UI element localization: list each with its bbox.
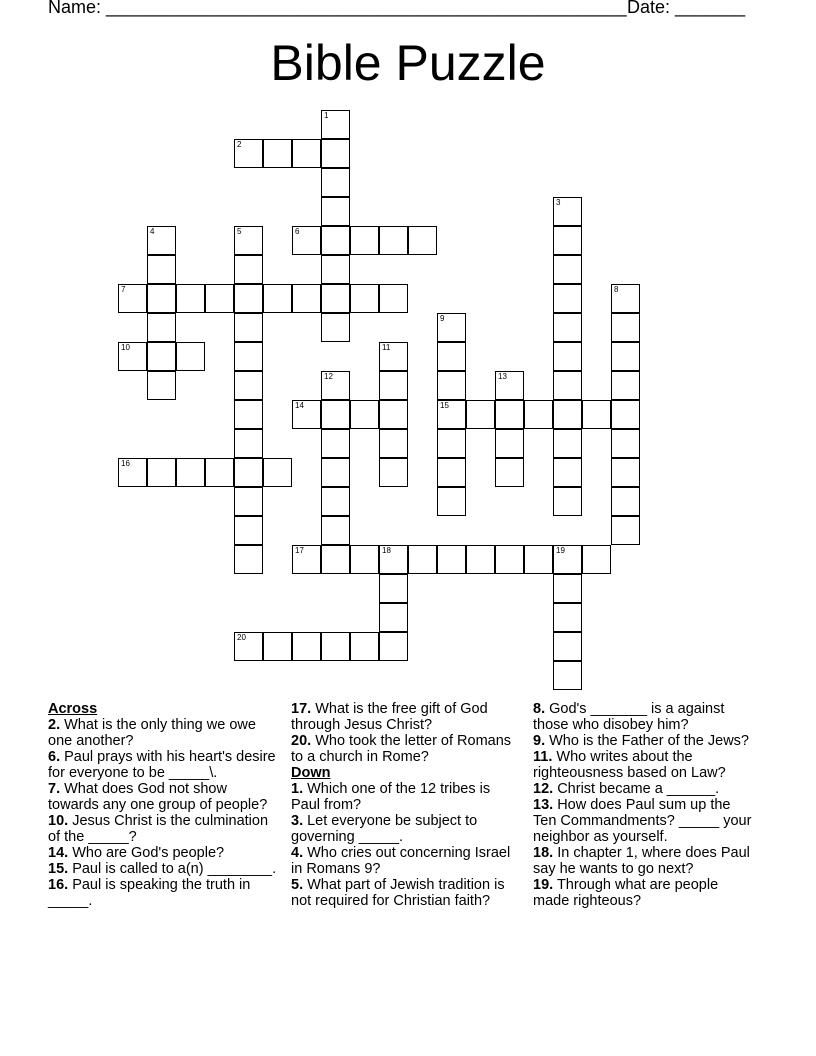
- clue-number: 2: [237, 140, 242, 149]
- clue-number: 3: [556, 198, 561, 207]
- grid-cell[interactable]: [234, 400, 263, 429]
- clue-number: 18: [382, 546, 391, 555]
- across-heading: Across: [48, 701, 98, 717]
- grid-cell[interactable]: [553, 574, 582, 603]
- grid-cell[interactable]: [553, 255, 582, 284]
- grid-cell[interactable]: [437, 545, 466, 574]
- grid-cell[interactable]: [379, 632, 408, 661]
- grid-cell[interactable]: [176, 284, 205, 313]
- grid-cell[interactable]: [263, 139, 292, 168]
- grid-cell[interactable]: [611, 458, 640, 487]
- grid-cell[interactable]: [553, 661, 582, 690]
- grid-cell[interactable]: [234, 284, 263, 313]
- clue-number: 4: [150, 227, 155, 236]
- grid-cell[interactable]: [350, 226, 379, 255]
- clue-number: 11: [382, 343, 391, 352]
- grid-cell[interactable]: [321, 197, 350, 226]
- grid-cell[interactable]: [263, 284, 292, 313]
- clue-number: 6: [295, 227, 300, 236]
- down-clue-18: 18. In chapter 1, where does Paul say he wants to go next?: [533, 845, 750, 877]
- clue-number: 8: [614, 285, 619, 294]
- grid-cell[interactable]: [234, 458, 263, 487]
- grid-cell[interactable]: [321, 487, 350, 516]
- grid-cell[interactable]: [147, 284, 176, 313]
- grid-cell[interactable]: [553, 371, 582, 400]
- grid-cell[interactable]: [321, 632, 350, 661]
- grid-cell[interactable]: [408, 226, 437, 255]
- grid-cell[interactable]: [553, 632, 582, 661]
- grid-cell[interactable]: [379, 429, 408, 458]
- grid-cell[interactable]: [147, 226, 176, 255]
- grid-cell[interactable]: [495, 371, 524, 400]
- grid-cell[interactable]: [321, 371, 350, 400]
- grid-cell[interactable]: [611, 516, 640, 545]
- grid-cell[interactable]: [234, 139, 263, 168]
- grid-cell[interactable]: [234, 255, 263, 284]
- grid-cell[interactable]: [379, 342, 408, 371]
- grid-cell[interactable]: [321, 400, 350, 429]
- grid-cell[interactable]: [553, 487, 582, 516]
- grid-cell[interactable]: [379, 284, 408, 313]
- grid-cell[interactable]: [495, 429, 524, 458]
- grid-cell[interactable]: [350, 284, 379, 313]
- grid-cell[interactable]: [582, 545, 611, 574]
- grid-cell[interactable]: [553, 429, 582, 458]
- grid-cell[interactable]: [118, 342, 147, 371]
- clue-number: 5: [237, 227, 242, 236]
- grid-cell[interactable]: [611, 284, 640, 313]
- grid-cell[interactable]: [234, 371, 263, 400]
- grid-cell[interactable]: [292, 284, 321, 313]
- grid-cell[interactable]: [466, 545, 495, 574]
- across-clue-15: 15. Paul is called to a(n) ________.: [48, 861, 277, 877]
- grid-cell[interactable]: [321, 255, 350, 284]
- across-clue-17: 17. What is the free gift of God through Jesus Christ?: [291, 701, 488, 733]
- across-clue-10: 10. Jesus Christ is the culmination of the _____?: [48, 813, 269, 845]
- across-clue-20: 20. Who took the letter of Romans to a church in Rome?: [291, 733, 512, 765]
- grid-cell[interactable]: [147, 255, 176, 284]
- grid-cell[interactable]: [553, 400, 582, 429]
- grid-cell[interactable]: [321, 545, 350, 574]
- grid-cell[interactable]: [495, 400, 524, 429]
- grid-cell[interactable]: [437, 342, 466, 371]
- grid-cell[interactable]: [292, 545, 321, 574]
- grid-cell[interactable]: [176, 458, 205, 487]
- clue-number: 13: [498, 372, 507, 381]
- clue-number: 1: [324, 111, 329, 120]
- clue-number: 10: [121, 343, 130, 352]
- grid-cell[interactable]: [292, 226, 321, 255]
- grid-cell[interactable]: [553, 545, 582, 574]
- grid-cell[interactable]: [234, 487, 263, 516]
- clues-column-3: [533, 701, 755, 909]
- down-clue-13: 13. How does Paul sum up the Ten Commandments? _____ your neighbor as yourself.: [533, 797, 752, 845]
- clue-number: 9: [440, 314, 445, 323]
- grid-cell[interactable]: [553, 603, 582, 632]
- grid-cell[interactable]: [292, 400, 321, 429]
- down-clue-9: 9. Who is the Father of the Jews?: [533, 733, 749, 749]
- down-clue-11: 11. Who writes about the righteousness based on Law?: [533, 749, 726, 781]
- down-clue-12: 12. Christ became a ______.: [533, 781, 720, 797]
- across-clue-16: 16. Paul is speaking the truth in _____.: [48, 877, 251, 909]
- grid-cell[interactable]: [379, 603, 408, 632]
- grid-cell[interactable]: [379, 574, 408, 603]
- grid-cell[interactable]: [321, 110, 350, 139]
- grid-cell[interactable]: [437, 458, 466, 487]
- grid-cell[interactable]: [321, 168, 350, 197]
- grid-cell[interactable]: [234, 342, 263, 371]
- down-clue-3: 3. Let everyone be subject to governing _____.: [291, 813, 478, 845]
- grid-cell[interactable]: [611, 313, 640, 342]
- grid-cell[interactable]: [321, 226, 350, 255]
- clue-number: 20: [237, 633, 246, 642]
- grid-cell[interactable]: [437, 371, 466, 400]
- clue-number: 15: [440, 401, 449, 410]
- grid-cell[interactable]: [437, 400, 466, 429]
- grid-cell[interactable]: [524, 545, 553, 574]
- grid-cell[interactable]: [147, 371, 176, 400]
- date-field[interactable]: Date: _______: [627, 0, 746, 17]
- clue-number: 12: [324, 372, 333, 381]
- grid-cell[interactable]: [611, 371, 640, 400]
- grid-cell[interactable]: [118, 284, 147, 313]
- clue-number: 17: [295, 546, 304, 555]
- grid-cell[interactable]: [321, 429, 350, 458]
- clue-number: 14: [295, 401, 304, 410]
- grid-cell[interactable]: [379, 545, 408, 574]
- grid-cell[interactable]: [176, 342, 205, 371]
- grid-cell[interactable]: [292, 632, 321, 661]
- grid-cell[interactable]: [379, 458, 408, 487]
- grid-cell[interactable]: [292, 139, 321, 168]
- grid-cell[interactable]: [553, 313, 582, 342]
- grid-cell[interactable]: [350, 545, 379, 574]
- clues-column-2: [291, 701, 517, 909]
- name-field[interactable]: Name: ____________________________________________________: [48, 0, 627, 17]
- across-clue-14: 14. Who are God's people?: [48, 845, 225, 861]
- grid-cell[interactable]: [147, 342, 176, 371]
- grid-cell[interactable]: [437, 487, 466, 516]
- grid-cell[interactable]: [611, 487, 640, 516]
- grid-cell[interactable]: [437, 313, 466, 342]
- grid-cell[interactable]: [321, 458, 350, 487]
- grid-cell[interactable]: [553, 458, 582, 487]
- clues-column-1: [48, 701, 280, 909]
- grid-cell[interactable]: [553, 284, 582, 313]
- grid-cell[interactable]: [553, 197, 582, 226]
- grid-cell[interactable]: [379, 371, 408, 400]
- grid-cell[interactable]: [553, 226, 582, 255]
- grid-cell[interactable]: [234, 632, 263, 661]
- grid-cell[interactable]: [437, 429, 466, 458]
- grid-cell[interactable]: [379, 400, 408, 429]
- grid-cell[interactable]: [234, 429, 263, 458]
- grid-cell[interactable]: [147, 313, 176, 342]
- grid-cell[interactable]: [234, 226, 263, 255]
- grid-cell[interactable]: [321, 284, 350, 313]
- clue-number: 7: [121, 285, 126, 294]
- clue-number: 19: [556, 546, 565, 555]
- grid-cell[interactable]: [611, 400, 640, 429]
- down-clue-8: 8. God's _______ is a against those who disobey him?: [533, 701, 725, 733]
- grid-cell[interactable]: [350, 400, 379, 429]
- puzzle-title: Bible Puzzle: [270, 35, 546, 91]
- grid-cell[interactable]: [234, 545, 263, 574]
- grid-cell[interactable]: [408, 545, 437, 574]
- grid-cell[interactable]: [321, 313, 350, 342]
- across-clue-7: 7. What does God not show towards any one group of people?: [48, 781, 268, 813]
- across-clue-6: 6. Paul prays with his heart's desire for everyone to be _____\.: [48, 749, 276, 781]
- grid-cell[interactable]: [147, 458, 176, 487]
- grid-cell[interactable]: [611, 429, 640, 458]
- across-clue-2: 2. What is the only thing we owe one another?: [48, 717, 256, 749]
- grid-cell[interactable]: [495, 545, 524, 574]
- clue-number: 16: [121, 459, 130, 468]
- grid-cell[interactable]: [495, 458, 524, 487]
- grid-cell[interactable]: [263, 632, 292, 661]
- down-clue-5: 5. What part of Jewish tradition is not required for Christian faith?: [291, 877, 505, 909]
- down-clue-1: 1. Which one of the 12 tribes is Paul from?: [291, 781, 491, 813]
- grid-cell[interactable]: [234, 313, 263, 342]
- grid-cell[interactable]: [582, 400, 611, 429]
- down-heading: Down: [291, 765, 331, 781]
- grid-cell[interactable]: [118, 458, 147, 487]
- grid-cell[interactable]: [466, 400, 495, 429]
- grid-cell[interactable]: [524, 400, 553, 429]
- grid-cell[interactable]: [611, 342, 640, 371]
- down-clue-4: 4. Who cries out concerning Israel in Romans 9?: [291, 845, 511, 877]
- grid-cell[interactable]: [553, 342, 582, 371]
- grid-cell[interactable]: [321, 139, 350, 168]
- grid-cell[interactable]: [321, 516, 350, 545]
- grid-cell[interactable]: [234, 516, 263, 545]
- down-clue-19: 19. Through what are people made righteous?: [533, 877, 719, 909]
- grid-cell[interactable]: [379, 226, 408, 255]
- grid-cell[interactable]: [205, 284, 234, 313]
- grid-cell[interactable]: [205, 458, 234, 487]
- grid-cell[interactable]: [263, 458, 292, 487]
- grid-cell[interactable]: [350, 632, 379, 661]
